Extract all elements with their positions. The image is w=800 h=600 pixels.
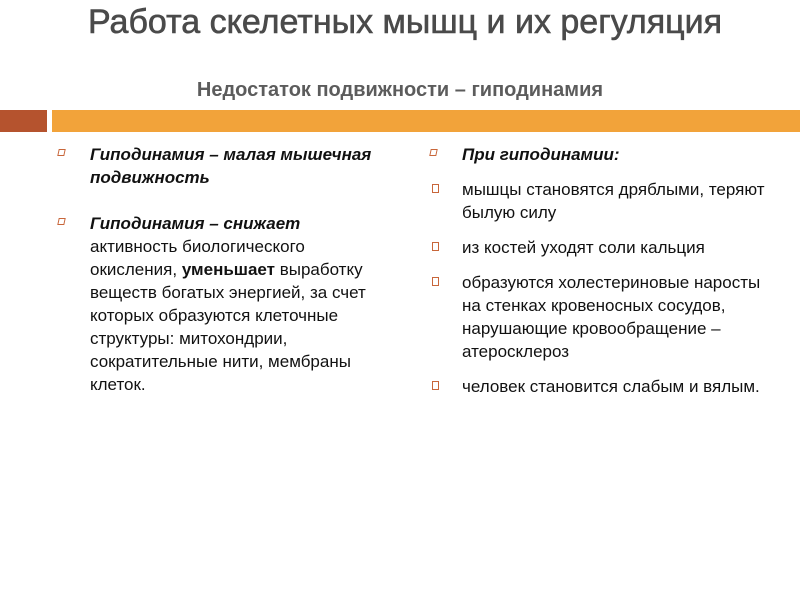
right-heading-text: При гиподинамии:	[462, 145, 620, 164]
bullet-icon	[429, 149, 437, 156]
right-item-4-text: человек становится слабым и вялым.	[462, 377, 760, 396]
slide-title: Работа скелетных мышц и их регуляция	[87, 3, 722, 41]
right-item-2-text: из костей уходят соли кальция	[462, 238, 705, 257]
decorative-bar	[0, 110, 800, 132]
right-item-1-text: мышцы становятся дряблыми, теряют былую силу	[462, 180, 765, 222]
right-item-3-text: образуются холестериновые наросты на стенках кровеносных сосудов, нарушающие кровообращение – атеросклероз	[462, 273, 761, 361]
bullet-icon	[432, 277, 439, 286]
left-item-2-lead: Гиподинамия – снижает	[90, 214, 301, 233]
decorative-bar-right	[52, 110, 800, 132]
left-item-1	[58, 143, 388, 189]
left-item-2	[58, 212, 388, 396]
left-item-2-text2: выработку веществ богатых энергией, за счет которых образуются клеточные структуры: митохондрии, сократительные нити, мембраны клеток.	[90, 260, 366, 394]
right-item-4	[430, 375, 770, 398]
right-column	[430, 143, 770, 398]
left-column	[58, 143, 388, 396]
right-item-3	[430, 271, 770, 363]
right-item-2	[430, 236, 770, 259]
slide-subtitle: Недостаток подвижности – гиподинамия	[196, 79, 604, 101]
left-item-1-text: Гиподинамия – малая мышечная подвижность	[90, 145, 372, 187]
bullet-icon	[432, 242, 439, 251]
left-item-2-bold2: уменьшает	[181, 260, 275, 279]
bullet-icon	[432, 184, 439, 193]
decorative-bar-left	[0, 110, 47, 132]
bullet-icon	[57, 218, 65, 225]
right-heading	[430, 143, 770, 166]
right-item-1	[430, 178, 770, 224]
bullet-icon	[57, 149, 65, 156]
left-item-2-text1: активность биологического окисления,	[90, 237, 305, 279]
bullet-icon	[432, 381, 439, 390]
